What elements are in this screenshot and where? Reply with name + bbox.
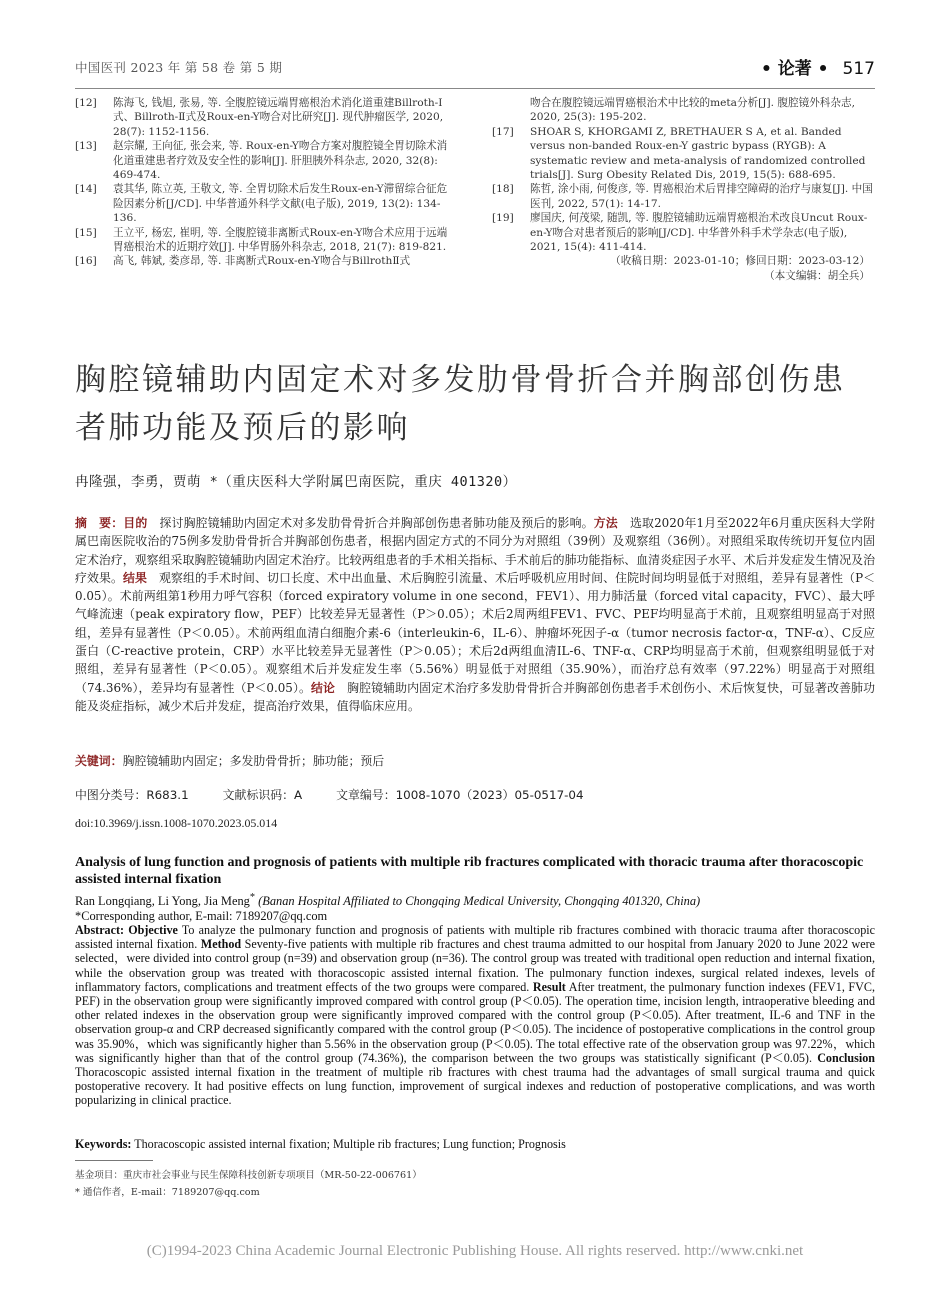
references-left-column [75, 96, 455, 269]
en-method-label: Method [200, 937, 242, 952]
journal-info: 中国医刊 2023 年 第 58 卷 第 5 期 [75, 60, 283, 75]
en-abstract-label: Abstract: [75, 923, 125, 937]
reference-item: [16] 高飞, 韩斌, 娄彦昂, 等. 非离断式Roux-en-Y吻合与BillrothⅡ式 [75, 255, 411, 268]
english-affiliation: (Banan Hospital Affiliated to Chongqing Medical University, Chongqing 401320, China) [258, 894, 701, 909]
reference-item: [18] 陈哲, 涂小雨, 何俊彦, 等. 胃癌根治术后胃排空障碍的治疗与康复[J]. 中国医刊, 2022, 57(1): 14-17. [492, 183, 873, 210]
english-corresponding: *Corresponding author, E-mail: 7189207@qq.com [75, 908, 328, 923]
keywords-text: 胸腔镜辅助内固定；多发肋骨骨折；肺功能；预后 [122, 754, 385, 768]
reference-item: [13] 赵宗耀, 王向征, 张会来, 等. Roux-en-Y吻合方案对腹腔镜全胃切除术消化道重建患者疗效及安全性的影响[J]. 肝胆胰外科杂志, 2020, 32(8): 469-474. [75, 140, 448, 182]
en-conclusion-text: Thoracoscopic assisted internal fixation in the treatment of multiple rib fractures with chest trauma had the advantages of small surgical trauma and quick postoperative recovery. It had positive effects on lung function, improvement of surgical indexes and reduction of postoperative complications, and was worth popularizing in clinical practice. [75, 1065, 875, 1108]
reference-item: [19] 廖国庆, 何茂梁, 随凯, 等. 腹腔镜辅助远端胃癌根治术改良Uncut Roux-en-Y吻合对患者预后的影响[J/CD]. 中华普外科手术学杂志(电子版), 2021, 15(4): 411-414. [492, 212, 868, 254]
en-result-label: Result [532, 979, 566, 994]
result-label: 结果 [123, 570, 148, 585]
english-authors-block: Ran Longqiang, Li Yong, Jia Meng* (Banan Hospital Affiliated to Chongqing Medical University, Chongqing 401320, China) *Corresponding author, E-mail: 7189207@qq.com [75, 892, 701, 923]
english-keywords [75, 1137, 875, 1152]
author-line: 冉隆强，李勇，贾萌 *（重庆医科大学附属巴南医院，重庆 401320） [75, 474, 517, 490]
reference-item: [15] 王立平, 杨宏, 崔明, 等. 全腹腔镜非离断式Roux-en-Y吻合术应用于远端胃癌根治术的近期疗效[J]. 中华胃肠外科杂志, 2018, 21(7): 819-821. [75, 226, 448, 254]
received-date: （收稿日期：2023-01-10；修回日期：2023-03-12） [610, 255, 870, 268]
article-title: 胸腔镜辅助内固定术对多发肋骨骨折合并胸部创伤患者肺功能及预后的影响 [75, 362, 846, 446]
method-label: 方法 [593, 516, 618, 530]
section-and-page [761, 54, 875, 79]
en-keywords-label: Keywords: [75, 1137, 132, 1151]
corresponding-footnote: * 通信作者，E-mail：7189207@qq.com [75, 1187, 260, 1198]
en-conclusion-label: Conclusion [817, 1050, 875, 1065]
document-code: 文献标识码：A [222, 788, 303, 802]
chinese-abstract [75, 514, 875, 715]
keywords-label: 关键词： [75, 754, 123, 768]
fund-footnote: 基金项目：重庆市社会事业与民生保障科技创新专项项目（MR-50-22-006761） [75, 1170, 422, 1181]
en-objective-text: To analyze the pulmonary function and prognosis of patients with multiple rib fractures combined with thoracic trauma after thoracoscopic assisted internal fixation. [75, 923, 875, 952]
footnote-rule [75, 1160, 153, 1161]
english-abstract [75, 923, 875, 1108]
header-rule [75, 88, 875, 89]
reference-item: [14] 袁其华, 陈立英, 王敬文, 等. 全胃切除术后发生Roux-en-Y滞留综合征危险因素分析[J/CD]. 中华普通外科学文献(电子版), 2019, 13(2): 134-136. [75, 183, 448, 225]
references-right-column [492, 96, 875, 283]
chinese-keywords [75, 752, 384, 769]
result-text: 观察组的手术时间、切口长度、术中出血量、术后胸腔引流量、术后呼吸机应用时间、住院时间均明显低于对照组，差异有显著性（P＜0.05）。术前两组第1秒用力呼气容积（forced expiratory volume in one second，FEV1）、用力肺活量（forced vital capacity，FVC）、最大呼气峰流速（peak expiratory flow，PEF）比较差异无显著性（P＞0.05）；术后2周两组FEV1、FVC、PEF均明显高于术前，且观察组明显高于对照组，差异有显著性（P＜0.05）。术前两组血清白细胞介素-6（interleukin-6，IL-6）、肿瘤坏死因子-α（tumor necrosis factor-α，TNF-α）、C反应蛋白（C-reactive protein，CRP）水平比较差异无显著性（P＞0.05）；术后2d两组血清IL-6、TNF-α、CRP均明显高于术前，但观察组明显低于对照组，差异有显著性（P＜0.05）。观察组术后并发症发生率（5.56%）明显低于对照组（35.90%），而治疗总有效率（97.22%）明显高于对照组（74.36%），差异均有显著性（P＜0.05）。 [75, 570, 875, 695]
classification-line [75, 786, 618, 803]
method-text: 选取2020年1月至2022年6月重庆医科大学附属巴南医院收治的75例多发肋骨骨折合并胸部创伤患者，根据内固定方式的不同分为对照组（39例）及观察组（36例）。对照组采取传统切开复位内固定术治疗，观察组采取胸腔镜辅助内固定术治疗。比较两组患者的手术相关指标、手术前后的肺功能指标、血清炎症因子水平、术后并发症发生情况及治疗效果。 [75, 516, 875, 585]
objective-text: 探讨胸腔镜辅助内固定术对多发肋骨骨折合并胸部创伤患者肺功能及预后的影响。 [147, 516, 594, 530]
article-number: 文章编号：1008-1070（2023）05-0517-04 [336, 788, 584, 802]
clc-number: 中图分类号：R683.1 [75, 788, 189, 802]
doi: doi:10.3969/j.issn.1008-1070.2023.05.014 [75, 816, 278, 830]
reference-item: [12] 陈海飞, 钱旭, 张易, 等. 全腹腔镜远端胃癌根治术消化道重建Billroth-Ⅰ式、Billroth-Ⅱ式及Roux-en-Y吻合对比研究[J]. 现代肿瘤医学, 2020, 28(7): 1152-1156. [75, 97, 444, 138]
conclusion-text: 胸腔镜辅助内固定术治疗多发肋骨骨折合并胸部创伤患者手术创伤小、术后恢复快，可显著改善肺功能及炎症指标，减少术后并发症，提高治疗效果，值得临床应用。 [75, 680, 875, 713]
english-title: Analysis of lung function and prognosis of patients with multiple rib fractures complicated with thoracic trauma after thoracoscopic assisted internal fixation [75, 855, 864, 887]
reference-item: [17] SHOAR S, KHORGAMI Z, BRETHAUER S A, et al. Banded versus non-banded Roux-en-Y gastric bypass (RYGB): A systematic review and meta-analysis of randomized controlled trials[J]. Surg Obesity Related Dis, 2019, 15(5): 688-695. [492, 125, 866, 182]
editor-note: （本文编辑：胡全兵） [764, 269, 870, 282]
objective-label: 目的 [123, 516, 148, 530]
en-result-text: After treatment, the pulmonary function indexes (FEV1, FVC, PEF) in the observation group were significantly improved compared with control group (P＜0.05). The operation time, incision length, intraoperative bleeding and other related indexes in the observation group were significantly improved compared with the control group (P＜0.05). After treatment, IL-6 and TNF in the observation group-α and CRP decreased significantly compared with the control group (P＜0.05). The incidence of postoperative complications in the control group was 35.90%，which was significantly higher than 5.56% in the observation group (P＜0.05). The total effective rate of the observation group was 97.22%，which was significantly higher than that of the control group (74.36%), the comparison between the two groups was statistically significant (P＜0.05). [75, 979, 875, 1065]
section-label: • 论著 • [760, 59, 829, 79]
en-keywords-text: Thoracoscopic assisted internal fixation; Multiple rib fractures; Lung function; Prognosis [131, 1137, 566, 1151]
english-authors: Ran Longqiang, Li Yong, Jia Meng [75, 894, 250, 909]
page-number: 517 [842, 59, 875, 79]
en-objective-label: Objective [128, 923, 178, 937]
copyright-watermark: (C)1994-2023 China Academic Journal Electronic Publishing House. All rights reserved. http://www.cnki.net [146, 1243, 804, 1259]
page-header [75, 54, 875, 82]
abstract-label: 摘 要： [75, 516, 124, 530]
conclusion-label: 结论 [311, 680, 336, 695]
en-method-text: Seventy-five patients with multiple rib fractures and chest trauma admitted to our hospital from January 2020 to June 2022 were selected，were divided into control group (n=39) and observation group (n=36). The control group was treated with traditional open reduction and internal fixation, while the observation group was treated with thoracoscopic assisted internal fixation. The pulmonary function indexes, surgical related indexes, levels of inflammatory factors, complications and treatment effects of the two groups were compared. [75, 937, 876, 994]
reference-continuation: 吻合在腹腔镜远端胃癌根治术中比较的meta分析[J]. 腹腔镜外科杂志, 2020, 25(3): 195-202. [530, 97, 855, 124]
